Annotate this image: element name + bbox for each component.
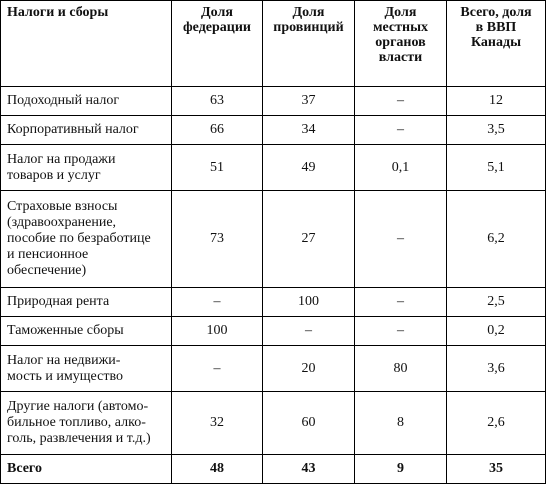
federal-cell: 51 [172, 145, 263, 191]
gdp-cell: 2,5 [447, 288, 546, 317]
total-federal: 48 [172, 455, 263, 484]
header-federal-share [172, 1, 263, 87]
table-row [1, 116, 546, 145]
table-row [1, 317, 546, 346]
provincial-cell: 27 [263, 191, 355, 288]
cell-text: Налог на продажи товаров и услуг [7, 151, 116, 183]
total-gdp: 35 [447, 455, 546, 484]
cell-text: Страховые взносы (здравоохранение, пособие по безработице и пенсионное обеспечение) [7, 199, 151, 278]
federal-cell: 32 [172, 392, 263, 455]
cell-text: Таможенные сборы [7, 323, 124, 338]
federal-cell: 100 [172, 317, 263, 346]
row-name [1, 87, 172, 116]
cell-text: Другие налоги (автомо- бильное топливо, алко- голь, развлечения и т.д.) [7, 399, 151, 446]
gdp-cell: 3,5 [447, 116, 546, 145]
local-cell: – [355, 191, 447, 288]
provincial-cell: 20 [263, 346, 355, 392]
row-name [1, 116, 172, 145]
provincial-cell: – [263, 317, 355, 346]
row-name [1, 191, 172, 288]
federal-cell: 73 [172, 191, 263, 288]
local-cell: – [355, 288, 447, 317]
cell-text: Подоходный налог [7, 93, 120, 108]
table-row [1, 87, 546, 116]
provincial-cell: 60 [263, 392, 355, 455]
gdp-cell: 0,2 [447, 317, 546, 346]
local-cell: 8 [355, 392, 447, 455]
local-cell: 0,1 [355, 145, 447, 191]
row-name [1, 392, 172, 455]
row-name [1, 288, 172, 317]
table-row [1, 191, 546, 288]
header-label: Налоги и сборы [7, 5, 109, 20]
federal-cell: 63 [172, 87, 263, 116]
total-local: 9 [355, 455, 447, 484]
row-name [1, 346, 172, 392]
federal-cell: – [172, 346, 263, 392]
gdp-cell: 12 [447, 87, 546, 116]
federal-cell: – [172, 288, 263, 317]
provincial-cell: 100 [263, 288, 355, 317]
local-cell: – [355, 116, 447, 145]
gdp-cell: 3,6 [447, 346, 546, 392]
gdp-cell: 2,6 [447, 392, 546, 455]
header-label: Всего, доля в ВВП Канады [460, 5, 532, 50]
table-row [1, 346, 546, 392]
table-row [1, 288, 546, 317]
gdp-cell: 6,2 [447, 191, 546, 288]
local-cell: 80 [355, 346, 447, 392]
total-row [1, 455, 546, 484]
header-provincial-share [263, 1, 355, 87]
header-label: Доля местных органов власти [372, 5, 428, 65]
federal-cell: 66 [172, 116, 263, 145]
header-label: Доля федерации [183, 5, 251, 35]
header-row [1, 1, 546, 87]
row-name [1, 317, 172, 346]
provincial-cell: 37 [263, 87, 355, 116]
total-label: Всего [1, 455, 172, 484]
total-provincial: 43 [263, 455, 355, 484]
local-cell: – [355, 317, 447, 346]
local-cell: – [355, 87, 447, 116]
header-taxes-and-fees [1, 1, 172, 87]
provincial-cell: 49 [263, 145, 355, 191]
table-row [1, 145, 546, 191]
provincial-cell: 34 [263, 116, 355, 145]
gdp-cell: 5,1 [447, 145, 546, 191]
cell-text: Налог на недвижи- мость и имущество [7, 352, 123, 384]
cell-text: Корпоративный налог [7, 122, 139, 137]
header-local-share [355, 1, 447, 87]
row-name [1, 145, 172, 191]
table-row [1, 392, 546, 455]
cell-text: Природная рента [7, 294, 110, 309]
header-label: Доля провинций [273, 5, 344, 35]
header-gdp-share [447, 1, 546, 87]
